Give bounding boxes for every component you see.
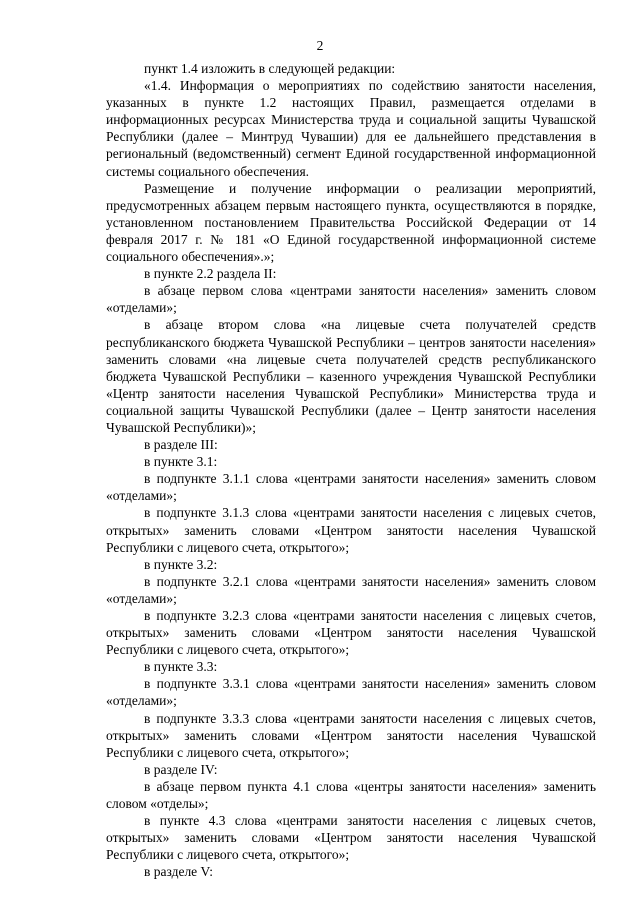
paragraph: пункт 1.4 изложить в следующей редакции: [144,61,396,76]
paragraph: в пункте 3.2: [144,556,218,572]
paragraph: в подпункте 3.2.1 слова «центрами занятости населения» заменить словом «отделами»; [106,573,596,606]
paragraph: в пункте 4.3 слова «центрами занятости населения с лицевых счетов, открытых» заменить словами «Центром занятости населения Чувашской Республики с лицевого счета, открытого»; [106,813,596,863]
paragraph: в подпункте 3.2.3 слова «центрами занятости населения с лицевых счетов, открытых» заменить словами «Центром занятости населения Чувашской Республики с лицевого счета, открытого»; [106,608,596,658]
paragraph: Размещение и получение информации о реализации мероприятий, предусмотренных абзацем первым настоящего пункта, осуществляются в порядке, установленном постановлением Правительства Российской Федерации от 14 февраля 2017 г. № 181 «О Единой государственной информационной системе социального обеспечения».»; [106,180,596,265]
paragraph: в подпункте 3.3.1 слова «центрами занятости населения» заменить словом «отделами»; [106,676,596,709]
paragraph: в подпункте 3.1.1 слова «центрами занятости населения» заменить словом «отделами»; [106,471,596,504]
paragraph: в разделе V: [144,864,214,880]
paragraph: в абзаце первом пункта 4.1 слова «центры занятости населения» заменить словом «отделы»; [106,778,596,812]
paragraph: в подпункте 3.3.3 слова «центрами занятости населения с лицевых счетов, открытых» заменить словами «Центром занятости населения Чувашской Республики с лицевого счета, открытого»; [106,710,596,760]
paragraph: «1.4. Информация о мероприятиях по содействию занятости населения, указанных в пункте 1.2 настоящих Правил, размещается отделами в информационных ресурсах Министерства труда и социальной защиты Чувашской Республики (далее – Минтруд Чувашии) для ее дальнейшего представления в региональный (ведомственный) сегмент Единой государственной информационной системы социального обеспечения. [106,78,596,179]
page-number: 2 [316,38,324,53]
paragraph: в пункте 3.1: [144,454,218,470]
paragraph: в абзаце втором слова «на лицевые счета получателей средств республиканского бюджета Чувашской Республики – центров занятости населения» заменить словами «на лицевые счета получателей средств республиканского бюджета Чувашской Республики – казенного учреждения Чувашской Республики «Центр занятости населения Чувашской Республики» Министерства труда и социальной защиты Чувашской Республики (далее – Центр занятости населения Чувашской Республики)»; [106,317,596,435]
paragraph: в разделе III: [144,437,218,453]
paragraph: в подпункте 3.1.3 слова «центрами занятости населения с лицевых счетов, открытых» заменить словами «Центром занятости населения Чувашской Республики с лицевого счета, открытого»; [106,505,596,555]
paragraph: в пункте 3.3: [144,659,218,675]
paragraph: в абзаце первом слова «центрами занятости населения» заменить словом «отделами»; [106,283,596,316]
document-body [106,60,596,881]
paragraph: в пункте 2.2 раздела II: [144,266,277,282]
paragraph: в разделе IV: [144,761,218,777]
